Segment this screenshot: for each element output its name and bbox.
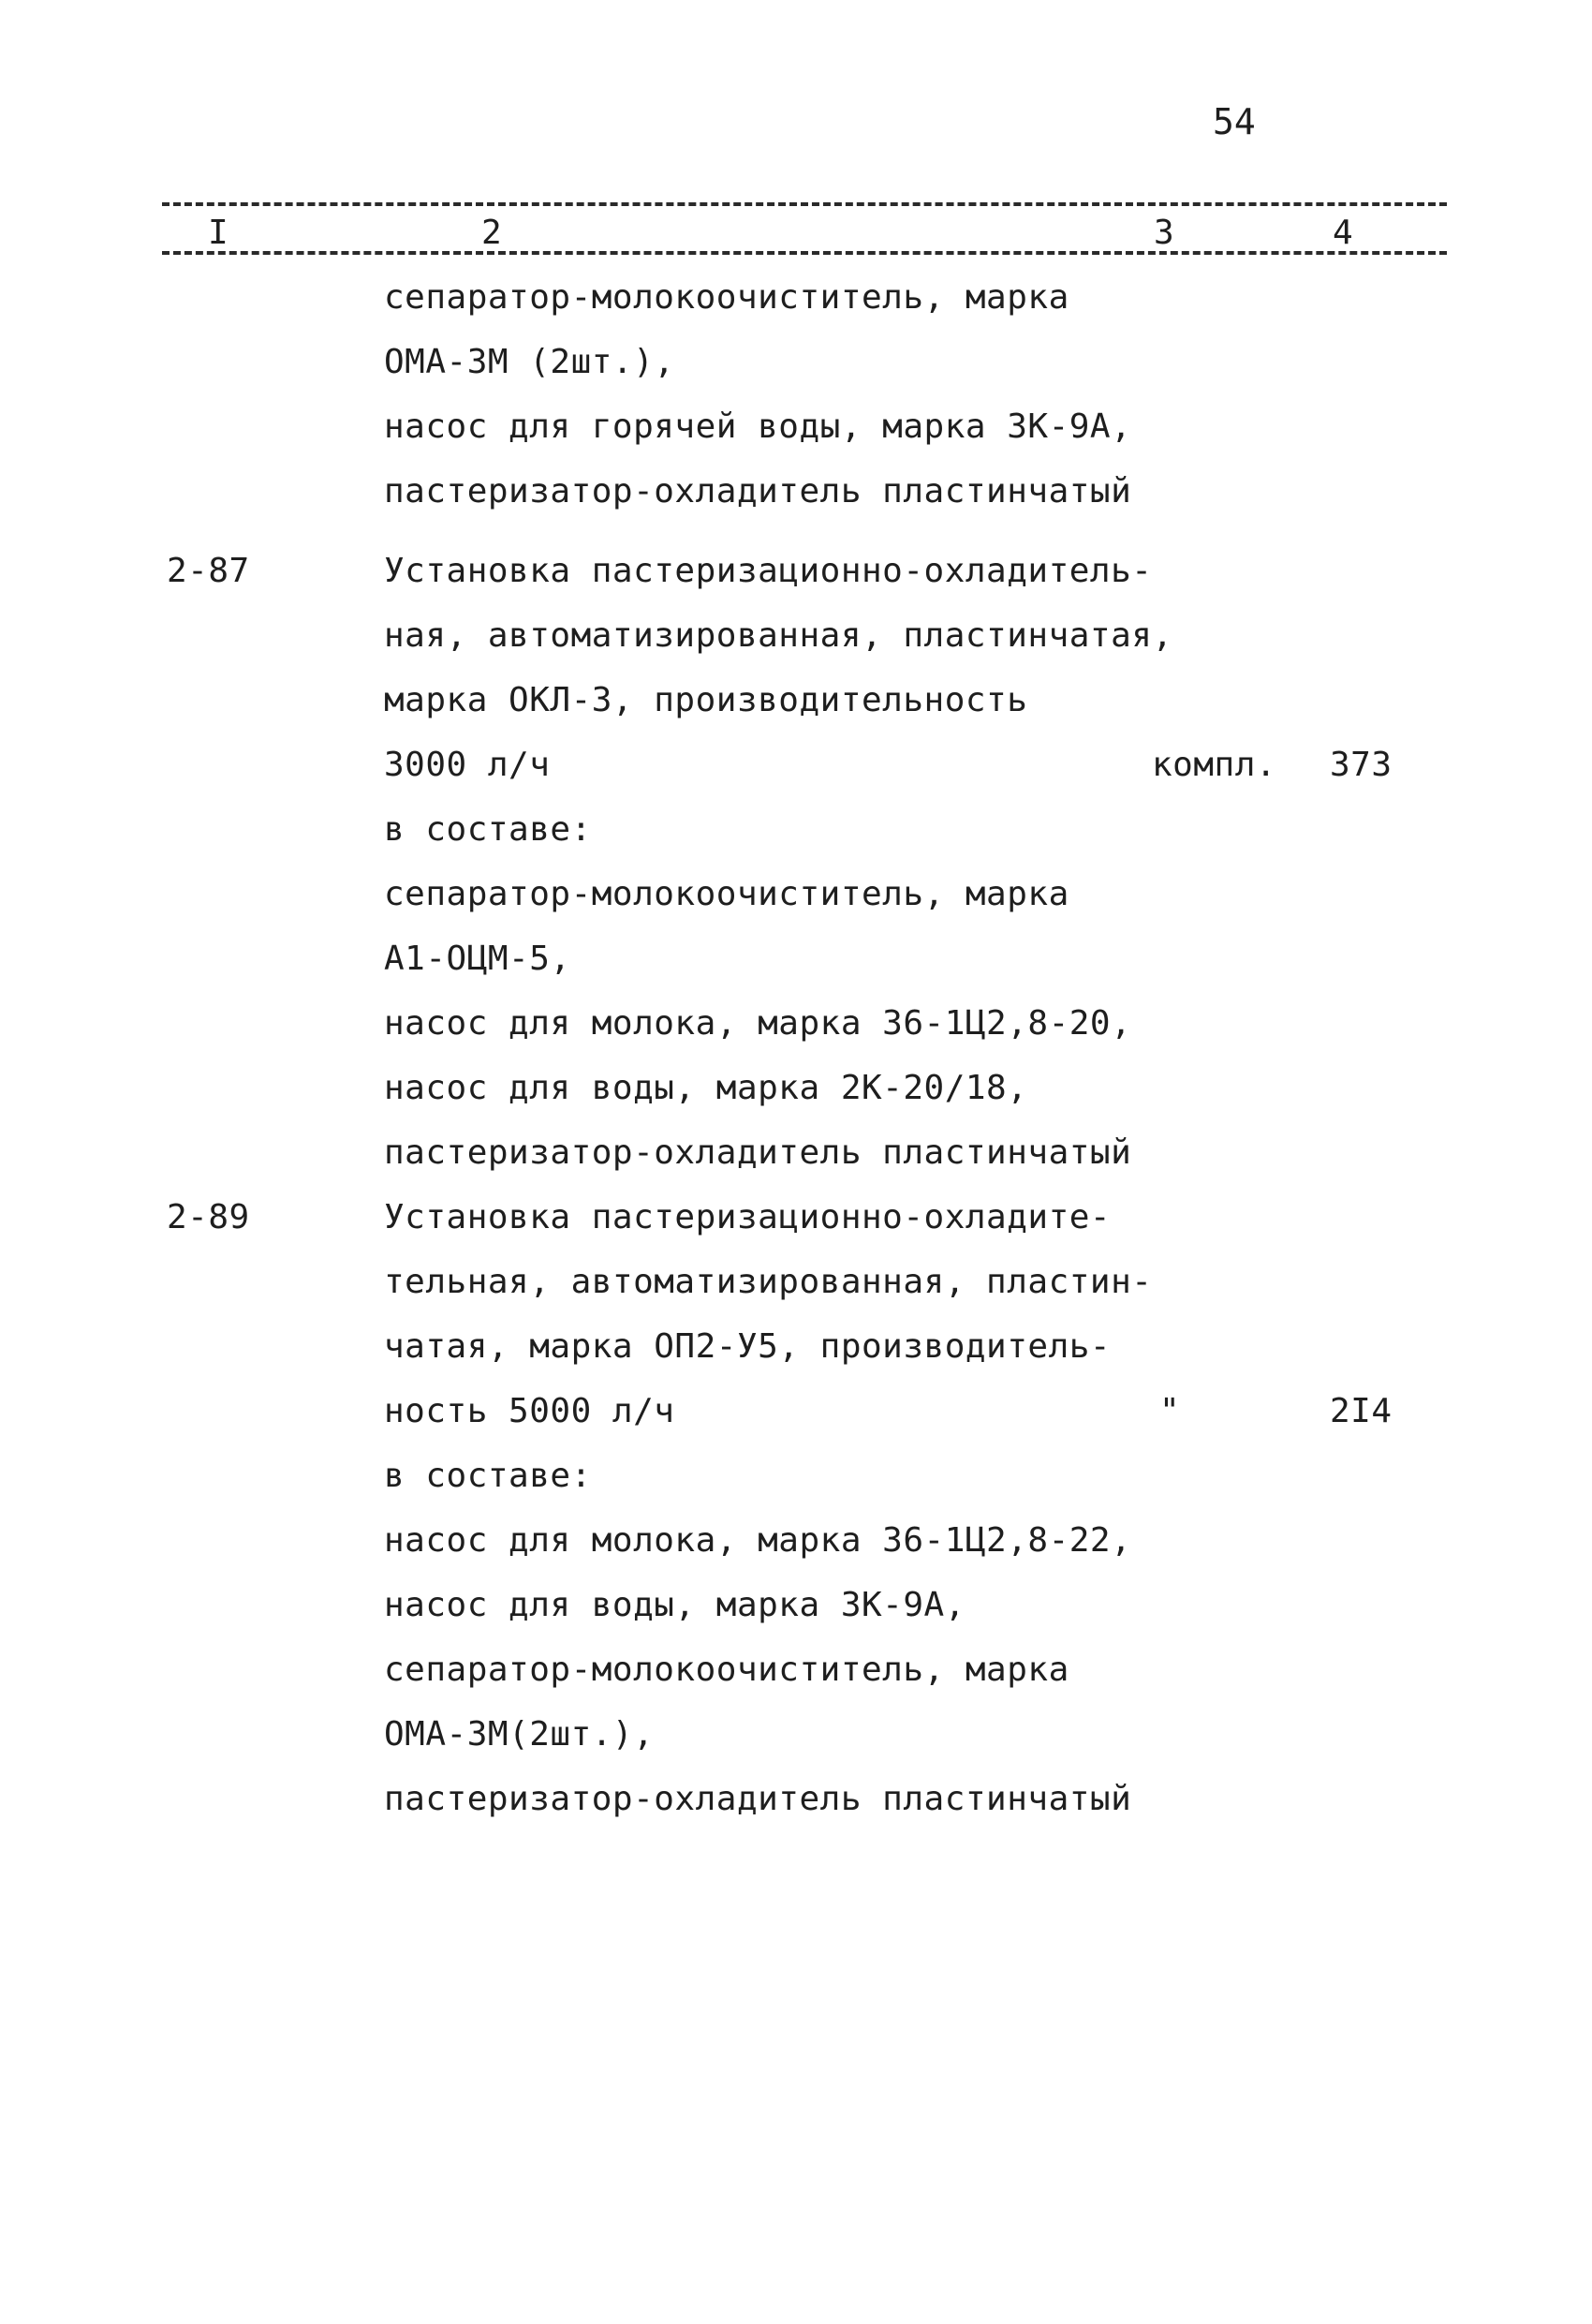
table-row-text: тельная, автоматизированная, пластин- bbox=[384, 1263, 1153, 1301]
table-row-text: ОМА-3М(2шт.), bbox=[384, 1715, 655, 1754]
row-code-2-87: 2-87 bbox=[167, 552, 250, 590]
table-row-text: насос для воды, марка 3К-9А, bbox=[384, 1586, 966, 1624]
quantity-2-87: 373 bbox=[1330, 746, 1393, 784]
table-header-bottom-rule bbox=[162, 251, 1447, 255]
table-row-text: марка ОКЛ-3, производительность bbox=[384, 681, 1028, 719]
table-row-text: чатая, марка ОП2-У5, производитель- bbox=[384, 1327, 1112, 1366]
table-row-text: насос для молока, марка 36-1Ц2,8-22, bbox=[384, 1521, 1132, 1560]
page-number: 54 bbox=[1213, 101, 1256, 142]
quantity-2-89: 2I4 bbox=[1330, 1392, 1393, 1430]
unit-2-89-ditto: " bbox=[1159, 1392, 1181, 1430]
table-row-text: сепаратор-молокоочиститель, марка bbox=[384, 278, 1069, 317]
table-row-text: Установка пастеризационно-охладитель- bbox=[384, 552, 1153, 590]
column-header-4: 4 bbox=[1333, 214, 1353, 252]
unit-2-87: компл. bbox=[1152, 746, 1277, 784]
table-row-text: пастеризатор-охладитель пластинчатый bbox=[384, 1780, 1132, 1818]
table-row-text: пастеризатор-охладитель пластинчатый bbox=[384, 472, 1132, 511]
table-row-text: ная, автоматизированная, пластинчатая, bbox=[384, 616, 1173, 655]
column-header-2: 2 bbox=[481, 214, 502, 252]
table-row-text: ность 5000 л/ч bbox=[384, 1392, 675, 1430]
table-row-text: сепаратор-молокоочиститель, марка bbox=[384, 875, 1069, 913]
table-row-text: Установка пастеризационно-охладите- bbox=[384, 1198, 1112, 1236]
table-row-text: насос для молока, марка 36-1Ц2,8-20, bbox=[384, 1004, 1132, 1043]
table-row-text: насос для воды, марка 2К-20/18, bbox=[384, 1069, 1028, 1107]
table-header-top-rule bbox=[162, 202, 1447, 206]
table-row-text: сепаратор-молокоочиститель, марка bbox=[384, 1650, 1069, 1689]
table-row-text: насос для горячей воды, марка 3К-9А, bbox=[384, 407, 1132, 446]
column-header-1: I bbox=[208, 214, 228, 252]
table-row-text: 3000 л/ч bbox=[384, 746, 551, 784]
column-header-3: 3 bbox=[1154, 214, 1174, 252]
row-code-2-89: 2-89 bbox=[167, 1198, 250, 1236]
table-row-text: ОМА-3М (2шт.), bbox=[384, 343, 675, 381]
table-row-text: в составе: bbox=[384, 1457, 592, 1495]
table-row-text: А1-ОЦМ-5, bbox=[384, 940, 571, 978]
table-row-text: в составе: bbox=[384, 810, 592, 849]
table-row-text: пастеризатор-охладитель пластинчатый bbox=[384, 1133, 1132, 1172]
